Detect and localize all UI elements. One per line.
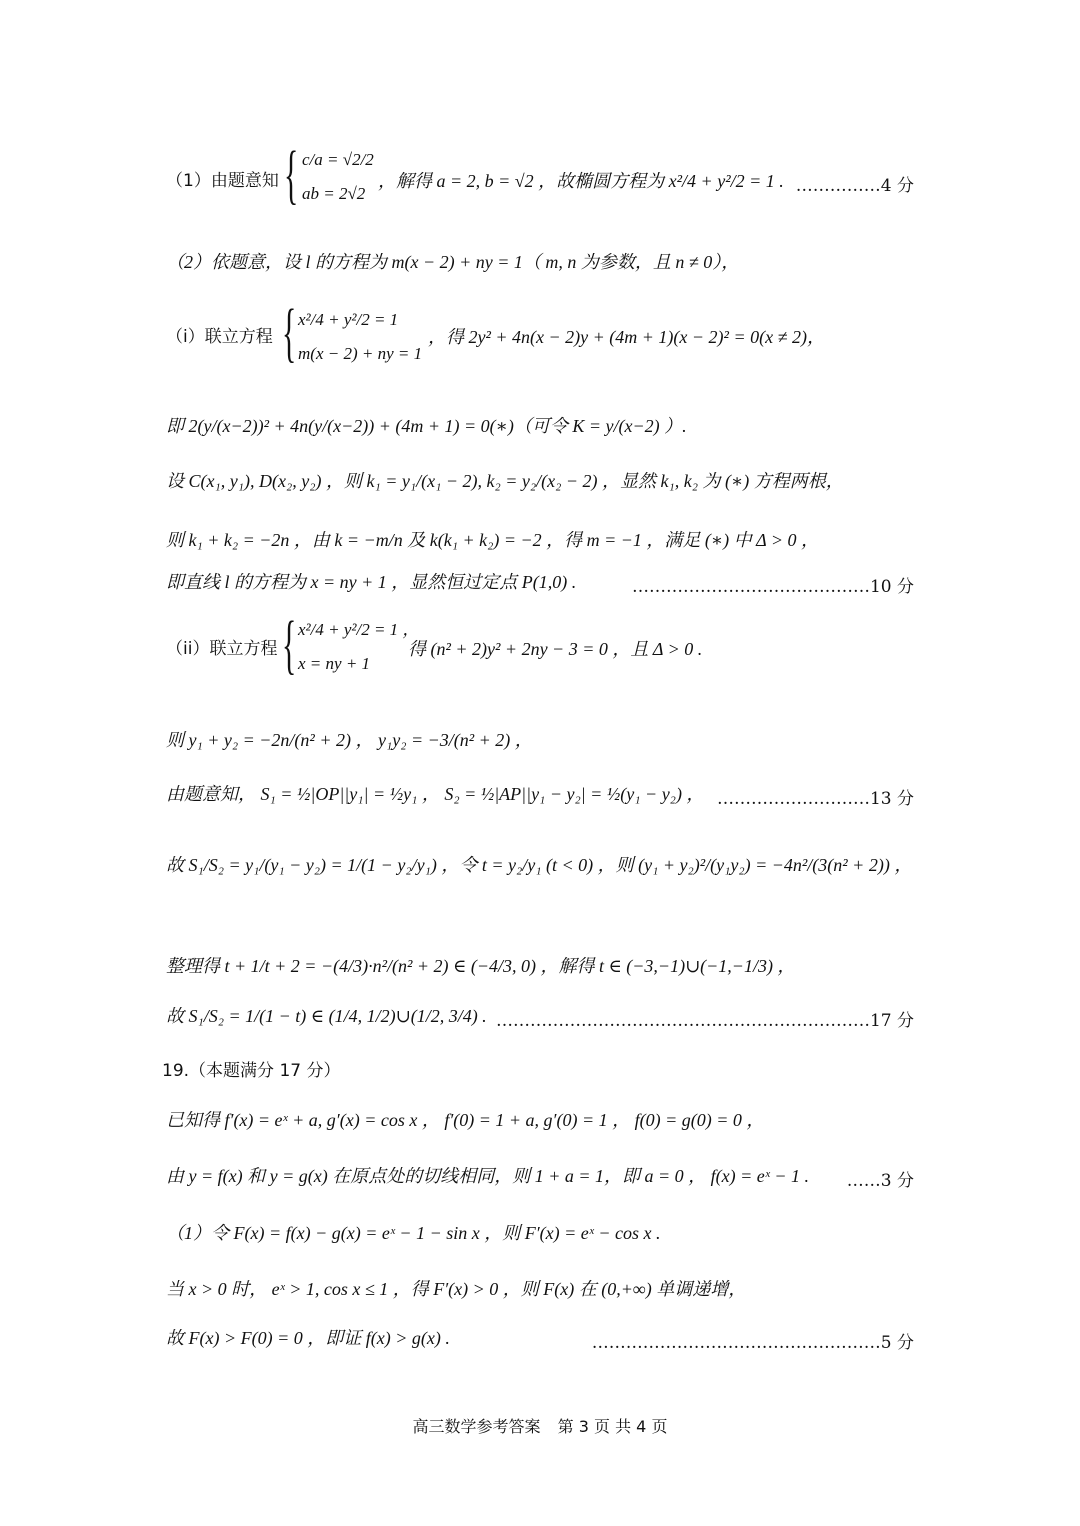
equation-system-2: [298, 310, 422, 363]
score-marker: ………………………13 分: [716, 789, 914, 809]
score-marker: …………………………………………………………17 分: [495, 1011, 914, 1031]
line-F-def: （1）令 F(x) = f(x) − g(x) = eˣ − 1 − sin x ，则 F′(x) = eˣ − cos x .: [166, 1223, 661, 1243]
score-marker: ……………4 分: [795, 176, 914, 196]
line-areas: 由题意知， S₁ = ½|OP||y₁| = ½y₁ ， S₂ = ½|AP||y₁ − y₂| = ½(y₁ − y₂) ，: [166, 784, 705, 804]
line-k-equation: 即 2(y/(x−2))² + 4n(y/(x−2)) + (4m + 1) = 0(∗)（可令 K = y/(x−2) ）.: [166, 416, 687, 436]
brace-symbol: {: [284, 138, 299, 211]
line-part2ii-intro: （ii）联立方程: [166, 639, 278, 659]
line-conclusion: 故 F(x) > F(0) = 0 ，即证 f(x) > g(x) .: [166, 1328, 450, 1348]
line-part1-intro: （1）由题意知: [166, 171, 279, 191]
score-marker: ……………………………………10 分: [631, 577, 914, 597]
footer-page-number: 第 3 页 共 4 页: [557, 1417, 668, 1436]
line-t-range: 整理得 t + 1/t + 2 = −(4/3)·n²/(n² + 2) ∈ (−4/3, 0) ，解得 t ∈ (−3,−1)∪(−1,−1/3) ，: [166, 956, 796, 976]
footer-title: 高三数学参考答案: [412, 1417, 541, 1436]
system-eq-line: c/a = √2/2: [302, 150, 374, 169]
line-roots: 设 C(x₁, y₁), D(x₂, y₂) ，则 k₁ = y₁/(x₁ − 2), k₂ = y₂/(x₂ − 2) ，显然 k₁, k₂ 为 (∗) 方程两根，: [166, 471, 844, 491]
system-eq-line: m(x − 2) + ny = 1: [298, 343, 423, 363]
line-sum-roots: 则 k₁ + k₂ = −2n ，由 k = −m/n 及 k(k₁ + k₂) = −2 ，得 m = −1 ，满足 (∗) 中 Δ > 0 ，: [166, 530, 820, 550]
equation-system-1: [302, 150, 374, 203]
score-marker: ……………………………………………5 分: [591, 1333, 914, 1353]
equation-system-3: [298, 620, 419, 673]
problem-19-heading: 19.（本题满分 17 分）: [162, 1061, 341, 1081]
line-part1-result: ，解得 a = 2, b = √2 ，故椭圆方程为 x²/4 + y²/2 = 1 .: [378, 171, 784, 191]
brace-symbol: {: [282, 296, 297, 369]
line-part2ii-result: 得 (n² + 2)y² + 2ny − 3 = 0 ，且 Δ > 0 .: [408, 639, 703, 659]
line-monotonic: 当 x > 0 时， eˣ > 1, cos x ≤ 1 ，得 F′(x) > 0 ，则 F(x) 在 (0,+∞) 单调递增，: [166, 1279, 747, 1299]
line-ratio: 故 S₁/S₂ = y₁/(y₁ − y₂) = 1/(1 − y₂/y₁) ，令 t = y₂/y₁ (t < 0) ，则 (y₁ + y₂)²/(y₁y₂) = −4n²/(3(n² + 2)) ，: [166, 855, 913, 875]
score-marker: ……3 分: [846, 1171, 914, 1191]
line-part2i-result: ，得 2y² + 4n(x − 2)y + (4m + 1)(x − 2)² = 0(x ≠ 2)，: [428, 327, 825, 347]
system-eq-line: ab = 2√2: [302, 183, 366, 203]
line-vieta: 则 y₁ + y₂ = −2n/(n² + 2) ， y₁y₂ = −3/(n² + 2) ，: [166, 730, 533, 750]
line-fixed-point: 即直线 l 的方程为 x = ny + 1 ，显然恒过定点 P(1,0) .: [166, 572, 577, 592]
system-eq-line: x = ny + 1: [298, 653, 371, 673]
line-part2i-intro: （i）联立方程: [166, 327, 273, 347]
line-part2-setup: （2）依题意，设 l 的方程为 m(x − 2) + ny = 1（ m, n 为参数，且 n ≠ 0），: [166, 252, 740, 272]
page-footer: [0, 1414, 1080, 1437]
system-eq-line: x²/4 + y²/2 = 1: [298, 310, 399, 329]
line-derivatives: 已知得 f′(x) = eˣ + a, g′(x) = cos x ， f′(0) = 1 + a, g′(0) = 1 ， f(0) = g(0) = 0 ，: [166, 1110, 765, 1130]
line-tangent: 由 y = f(x) 和 y = g(x) 在原点处的切线相同，则 1 + a = 1，即 a = 0 ， f(x) = eˣ − 1 .: [166, 1166, 810, 1186]
system-eq-line: x²/4 + y²/2 = 1 ，: [298, 620, 420, 639]
brace-symbol: {: [282, 608, 297, 681]
line-ratio-range: 故 S₁/S₂ = 1/(1 − t) ∈ (1/4, 1/2)∪(1/2, 3/4) .: [166, 1006, 487, 1026]
